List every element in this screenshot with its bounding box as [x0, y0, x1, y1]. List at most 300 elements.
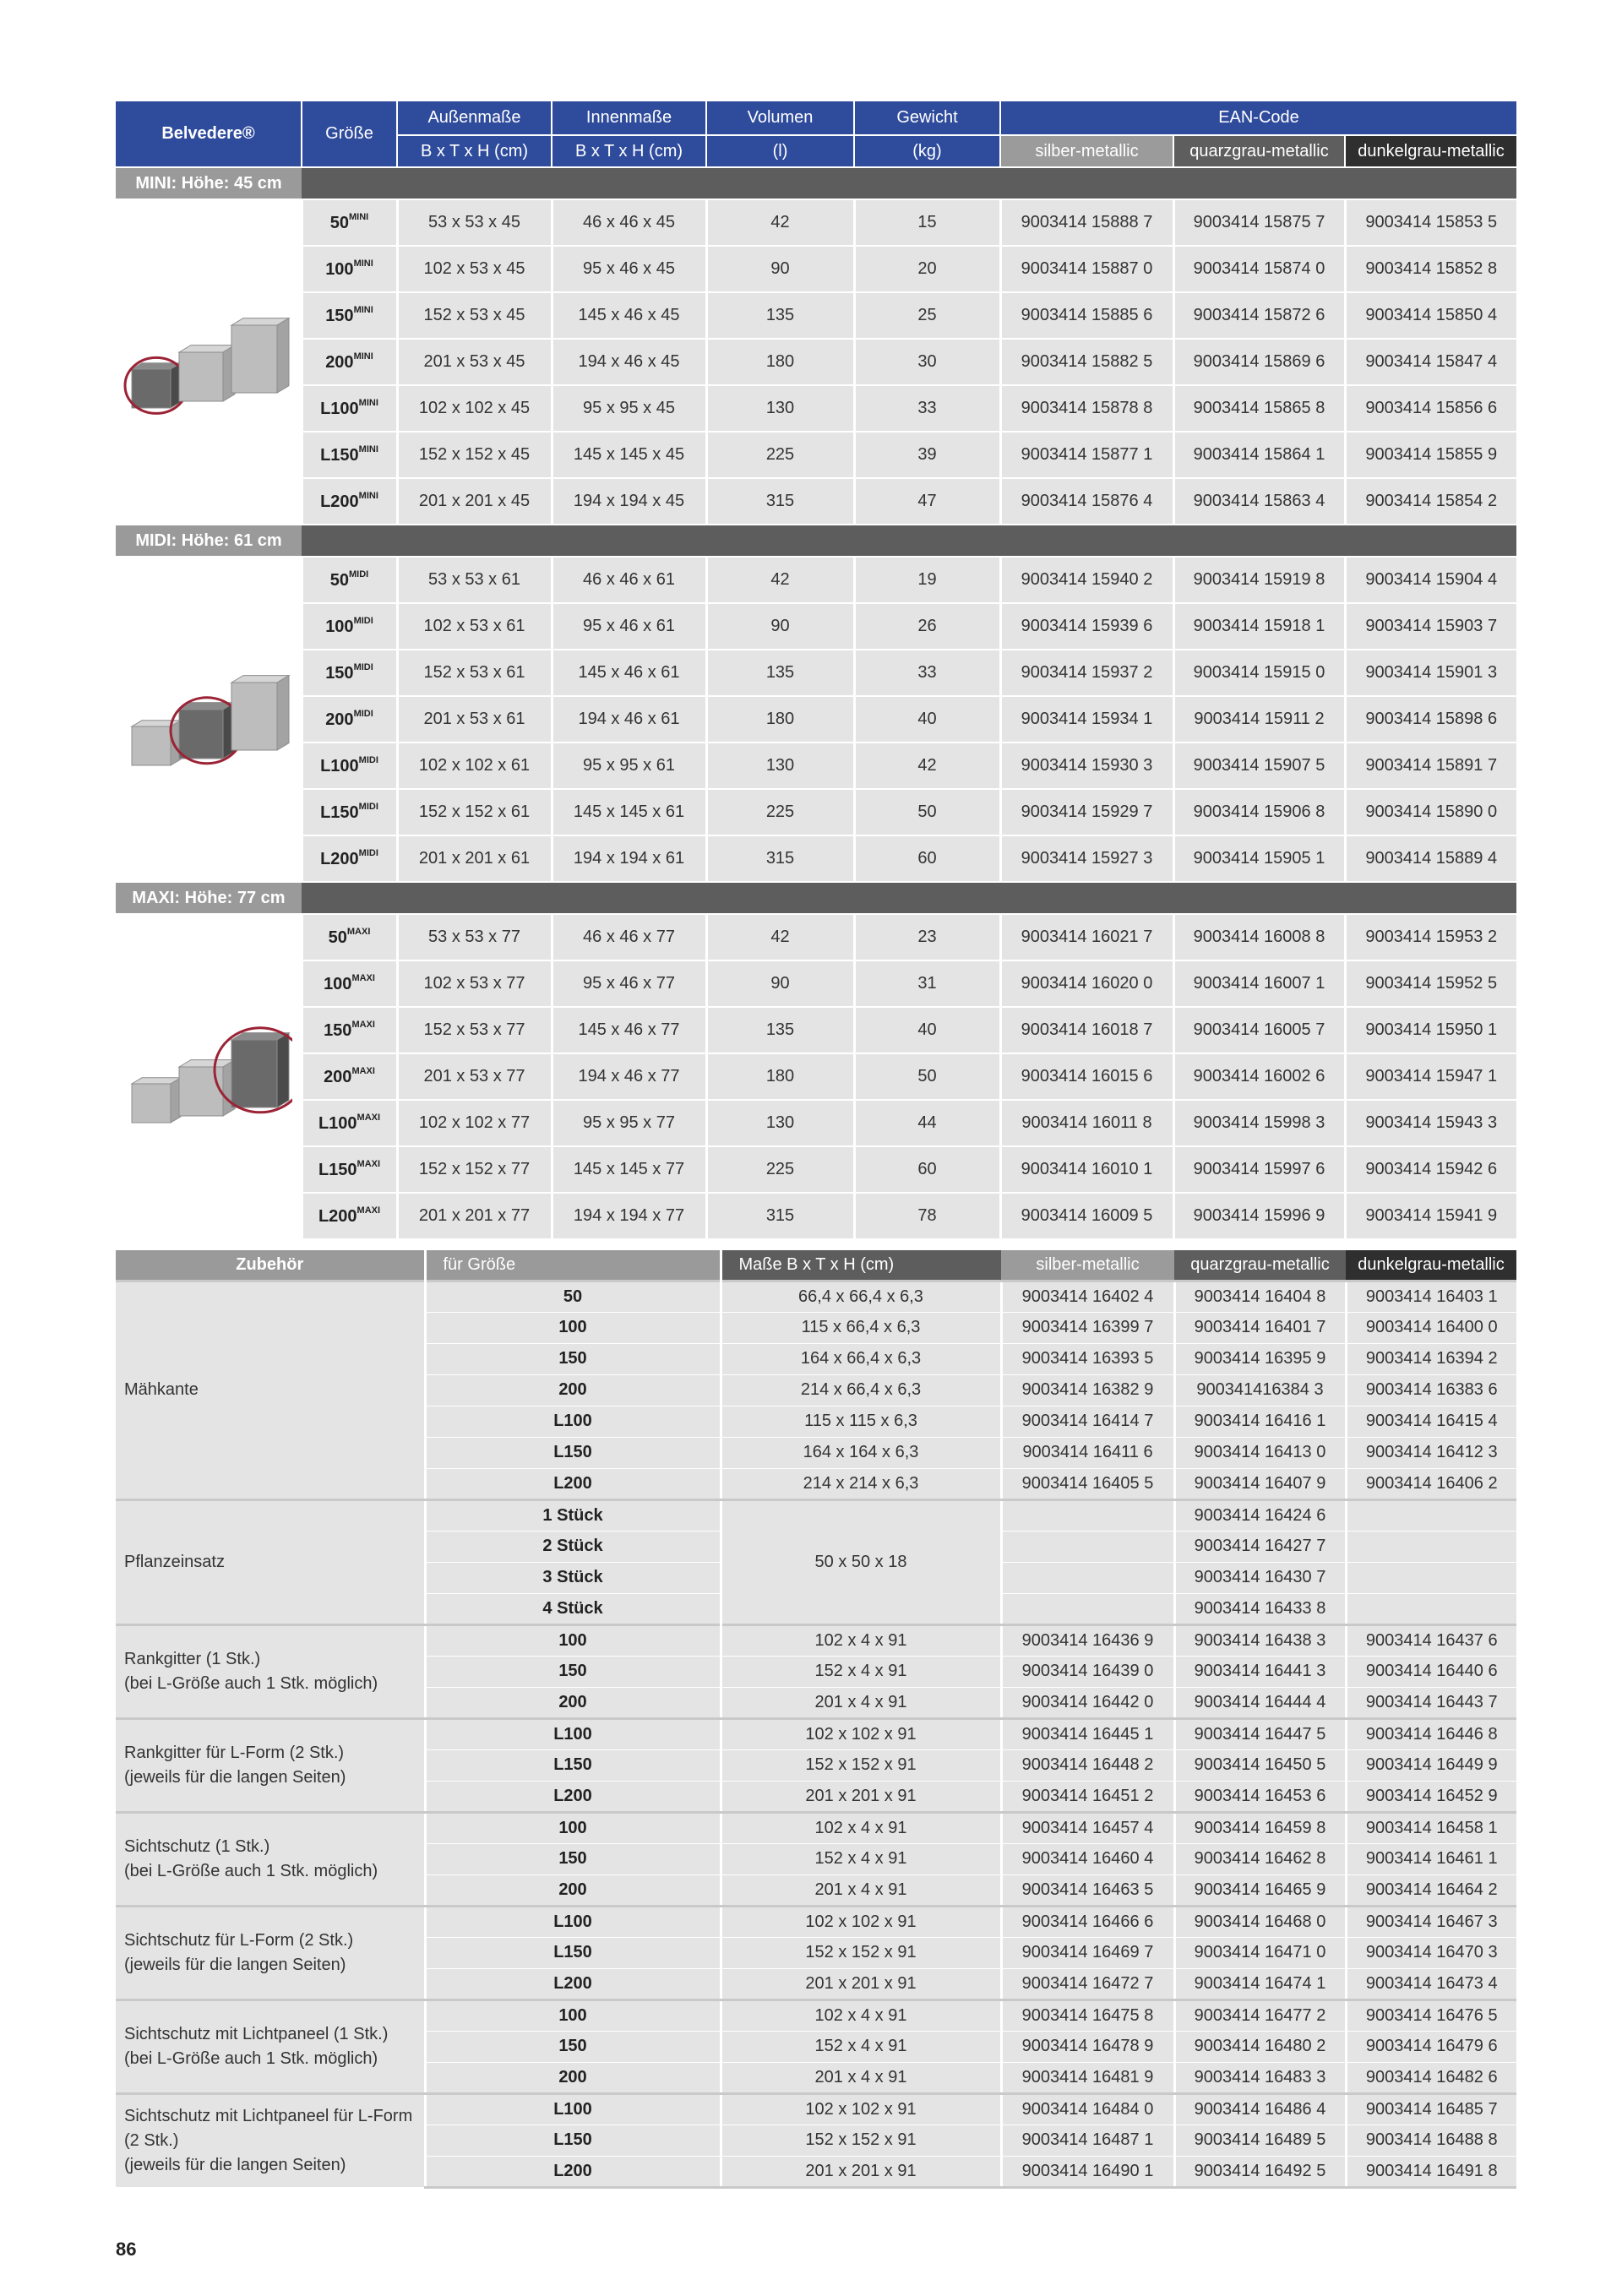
size-cell: [302, 246, 397, 292]
size-value: L150: [320, 803, 359, 822]
size-variant: MIDI: [353, 616, 373, 626]
acc-ean-quartz-cell: 9003414 16450 5: [1174, 1749, 1346, 1781]
size-cell: [302, 432, 397, 478]
outer-dims-cell: 53 x 53 x 77: [397, 914, 552, 960]
size-variant: MINI: [353, 351, 373, 362]
size-variant: MAXI: [351, 1066, 375, 1076]
accessory-size-cell: 1 Stück: [425, 1499, 721, 1531]
acc-ean-silver-cell: 9003414 16457 4: [1001, 1812, 1174, 1843]
ean-silver-cell: 9003414 15930 3: [1000, 743, 1173, 789]
ean-dark-cell: 9003414 15856 6: [1345, 385, 1516, 432]
product-row: [116, 960, 1516, 1007]
accessory-dims-cell: 102 x 4 x 91: [721, 1999, 1001, 2031]
planter-cube: [179, 702, 235, 758]
weight-cell: 42: [854, 743, 1000, 789]
accessory-row: [116, 1281, 1516, 1312]
volume-cell: 42: [706, 557, 854, 603]
ean-silver-cell: 9003414 15934 1: [1000, 696, 1173, 743]
ean-dark-cell: 9003414 15941 9: [1345, 1193, 1516, 1239]
acc-ean-silver-cell: 9003414 16439 0: [1001, 1656, 1174, 1687]
accessory-dims-cell: 201 x 201 x 91: [721, 1781, 1001, 1812]
size-value: L150: [318, 1161, 357, 1179]
outer-dims-cell: 152 x 53 x 45: [397, 292, 552, 339]
size-value: 100: [325, 618, 354, 636]
outer-dims-cell: 102 x 102 x 61: [397, 743, 552, 789]
size-cell: [302, 292, 397, 339]
size-variant: MIDI: [353, 662, 373, 672]
accessory-size-cell: 100: [425, 1812, 721, 1843]
ean-quartz-cell: 9003414 15869 6: [1173, 339, 1345, 385]
accessory-size-cell: L100: [425, 1406, 721, 1437]
inner-dims-cell: 46 x 46 x 77: [552, 914, 706, 960]
section-bar: [302, 882, 1516, 914]
ean-quartz-cell: 9003414 15996 9: [1173, 1193, 1345, 1239]
weight-cell: 78: [854, 1193, 1000, 1239]
acc-ean-silver-cell: 9003414 16490 1: [1001, 2156, 1174, 2187]
ean-dark-cell: 9003414 15847 4: [1345, 339, 1516, 385]
accessory-table: [116, 1250, 1516, 2189]
ean-dark-cell: 9003414 15904 4: [1345, 557, 1516, 603]
outer-dims-cell: 201 x 201 x 45: [397, 478, 552, 525]
accessory-dims-cell: 201 x 4 x 91: [721, 1687, 1001, 1718]
ean-silver-cell: 9003414 15937 2: [1000, 650, 1173, 696]
section-label: MINI: Höhe: 45 cm: [116, 167, 302, 199]
acc-ean-quartz-cell: 9003414 16477 2: [1174, 1999, 1346, 2031]
acc-ean-silver-cell: 9003414 16402 4: [1001, 1281, 1174, 1312]
weight-cell: 19: [854, 557, 1000, 603]
size-variant: MIDI: [358, 755, 378, 765]
acc-ean-silver-cell: 9003414 16411 6: [1001, 1437, 1174, 1468]
volume-unit-header: (l): [706, 135, 854, 167]
volume-cell: 225: [706, 432, 854, 478]
outer-dims-cell: 201 x 201 x 61: [397, 835, 552, 882]
ean-dark-cell: 9003414 15855 9: [1345, 432, 1516, 478]
ean-quartz-cell: 9003414 16005 7: [1173, 1007, 1345, 1053]
outer-dims-cell: 102 x 53 x 61: [397, 603, 552, 650]
ean-quartz-cell: 9003414 15864 1: [1173, 432, 1345, 478]
accessory-row: [116, 1624, 1516, 1656]
acc-ean-dark-cell: 9003414 16452 9: [1346, 1781, 1516, 1812]
acc-ean-silver-cell: 9003414 16382 9: [1001, 1374, 1174, 1406]
acc-color-header-silver: silber-metallic: [1001, 1250, 1174, 1281]
product-row: [116, 292, 1516, 339]
volume-cell: 225: [706, 1146, 854, 1193]
accessory-size-cell: L150: [425, 1437, 721, 1468]
inner-dims-cell: 194 x 46 x 45: [552, 339, 706, 385]
accessory-size-cell: L100: [425, 2093, 721, 2125]
inner-dims-header: B x T x H (cm): [552, 135, 706, 167]
planter-cube: [231, 318, 289, 392]
weight-cell: 15: [854, 199, 1000, 246]
ean-silver-cell: 9003414 15882 5: [1000, 339, 1173, 385]
acc-ean-dark-cell: [1346, 1499, 1516, 1531]
accessory-dims-cell: 214 x 214 x 6,3: [721, 1468, 1001, 1499]
acc-ean-silver-cell: 9003414 16481 9: [1001, 2062, 1174, 2093]
product-row: [116, 1053, 1516, 1100]
outer-dims-cell: 53 x 53 x 45: [397, 199, 552, 246]
accessory-name-cell: [116, 1812, 425, 1906]
size-value: L100: [320, 757, 359, 775]
size-value: 200: [325, 710, 354, 729]
outer-dims-cell: 201 x 53 x 45: [397, 339, 552, 385]
ean-quartz-cell: 9003414 16007 1: [1173, 960, 1345, 1007]
accessory-dims-cell: 201 x 201 x 91: [721, 1968, 1001, 1999]
acc-ean-quartz-cell: 9003414 16483 3: [1174, 2062, 1346, 2093]
accessory-size-cell: 150: [425, 1656, 721, 1687]
size-variant: MIDI: [358, 802, 378, 812]
weight-cell: 60: [854, 1146, 1000, 1193]
accessory-row: [116, 1499, 1516, 1531]
accessory-dims-cell: 152 x 4 x 91: [721, 2031, 1001, 2062]
accessory-size-cell: L200: [425, 1781, 721, 1812]
size-value: L150: [320, 446, 359, 465]
ean-silver-cell: 9003414 16011 8: [1000, 1100, 1173, 1146]
ean-quartz-cell: 9003414 15865 8: [1173, 385, 1345, 432]
accessory-note: (jeweils für die langen Seiten): [124, 1767, 346, 1787]
product-row: [116, 1146, 1516, 1193]
product-row: [116, 603, 1516, 650]
planter-cube: [179, 1059, 235, 1115]
color-header-quartz: quarzgrau-metallic: [1173, 135, 1345, 167]
accessory-name: Mähkante: [124, 1380, 199, 1399]
dims-header: Maße B x T x H (cm): [721, 1250, 1001, 1281]
acc-ean-dark-cell: [1346, 1593, 1516, 1624]
outer-dims-cell: 152 x 152 x 61: [397, 789, 552, 835]
size-value: L100: [318, 1114, 357, 1133]
ean-dark-cell: 9003414 15850 4: [1345, 292, 1516, 339]
acc-ean-silver-cell: 9003414 16445 1: [1001, 1718, 1174, 1749]
size-value: L200: [320, 492, 359, 511]
acc-ean-quartz-cell: 9003414 16459 8: [1174, 1812, 1346, 1843]
acc-ean-silver-cell: 9003414 16451 2: [1001, 1781, 1174, 1812]
inner-dims-cell: 46 x 46 x 61: [552, 557, 706, 603]
inner-dims-cell: 194 x 46 x 77: [552, 1053, 706, 1100]
section-header-row: [116, 882, 1516, 914]
section-label: MAXI: Höhe: 77 cm: [116, 882, 302, 914]
product-table: [116, 101, 1516, 1240]
planter-group-image: [123, 1018, 292, 1136]
inner-dims-cell: 95 x 95 x 61: [552, 743, 706, 789]
accessory-dims-cell: 102 x 102 x 91: [721, 1718, 1001, 1749]
size-value: 150: [325, 307, 354, 325]
volume-cell: 90: [706, 246, 854, 292]
ean-silver-cell: 9003414 16009 5: [1000, 1193, 1173, 1239]
ean-quartz-cell: 9003414 15863 4: [1173, 478, 1345, 525]
ean-quartz-cell: 9003414 15915 0: [1173, 650, 1345, 696]
acc-ean-dark-cell: 9003414 16467 3: [1346, 1906, 1516, 1937]
inner-dims-cell: 145 x 145 x 45: [552, 432, 706, 478]
color-header-dark: dunkelgrau-metallic: [1345, 135, 1516, 167]
accessory-name: Sichtschutz (1 Stk.): [124, 1836, 270, 1856]
outer-dims-cell: 201 x 201 x 77: [397, 1193, 552, 1239]
product-row: [116, 246, 1516, 292]
accessory-size-cell: L150: [425, 2125, 721, 2156]
accessory-name-line2: (2 Stk.): [124, 2130, 179, 2150]
acc-ean-dark-cell: 9003414 16479 6: [1346, 2031, 1516, 2062]
weight-cell: 40: [854, 696, 1000, 743]
acc-ean-silver-cell: 9003414 16442 0: [1001, 1687, 1174, 1718]
accessory-size-cell: 50: [425, 1281, 721, 1312]
outer-dims-cell: 152 x 152 x 77: [397, 1146, 552, 1193]
volume-cell: 130: [706, 1100, 854, 1146]
accessory-row: [116, 1999, 1516, 2031]
inner-dims-cell: 145 x 145 x 61: [552, 789, 706, 835]
accessory-row: [116, 1906, 1516, 1937]
accessory-dims-cell: 102 x 102 x 91: [721, 1906, 1001, 1937]
size-cell: [302, 1193, 397, 1239]
acc-ean-quartz-cell: 9003414 16453 6: [1174, 1781, 1346, 1812]
product-row: [116, 1100, 1516, 1146]
weight-cell: 30: [854, 339, 1000, 385]
size-value: L200: [318, 1207, 357, 1226]
size-variant: MIDI: [358, 848, 378, 858]
acc-ean-dark-cell: 9003414 16458 1: [1346, 1812, 1516, 1843]
size-value: 50: [329, 214, 349, 232]
brand-header: Belvedere®: [116, 101, 302, 167]
weight-cell: 50: [854, 1053, 1000, 1100]
acc-ean-dark-cell: 9003414 16470 3: [1346, 1937, 1516, 1968]
accessory-size-cell: 150: [425, 2031, 721, 2062]
acc-ean-quartz-cell: 9003414 16471 0: [1174, 1937, 1346, 1968]
ean-dark-cell: 9003414 15889 4: [1345, 835, 1516, 882]
ean-dark-cell: 9003414 15952 5: [1345, 960, 1516, 1007]
accessory-name-cell: [116, 1499, 425, 1624]
inner-header: Innenmaße: [552, 101, 706, 135]
ean-silver-cell: 9003414 16010 1: [1000, 1146, 1173, 1193]
accessory-size-cell: 200: [425, 1374, 721, 1406]
weight-cell: 33: [854, 650, 1000, 696]
inner-dims-cell: 46 x 46 x 45: [552, 199, 706, 246]
size-cell: [302, 650, 397, 696]
acc-ean-quartz-cell: 9003414 16489 5: [1174, 2125, 1346, 2156]
acc-ean-silver-cell: 9003414 16414 7: [1001, 1406, 1174, 1437]
acc-ean-dark-cell: 9003414 16383 6: [1346, 1374, 1516, 1406]
ean-silver-cell: 9003414 15885 6: [1000, 292, 1173, 339]
weight-cell: 50: [854, 789, 1000, 835]
size-variant: MINI: [353, 258, 373, 269]
ean-dark-cell: 9003414 15853 5: [1345, 199, 1516, 246]
acc-ean-dark-cell: 9003414 16400 0: [1346, 1312, 1516, 1343]
accessory-note: (bei L-Größe auch 1 Stk. möglich): [124, 1861, 378, 1880]
weight-unit-header: (kg): [854, 135, 1000, 167]
section-bar: [302, 167, 1516, 199]
acc-ean-dark-cell: 9003414 16473 4: [1346, 1968, 1516, 1999]
ean-quartz-cell: 9003414 15997 6: [1173, 1146, 1345, 1193]
volume-cell: 135: [706, 1007, 854, 1053]
accessory-dims-cell: 152 x 4 x 91: [721, 1656, 1001, 1687]
acc-ean-dark-cell: 9003414 16491 8: [1346, 2156, 1516, 2187]
acc-ean-quartz-cell: 900341416384 3: [1174, 1374, 1346, 1406]
size-cell: [302, 603, 397, 650]
planter-image-cell: [116, 557, 302, 882]
accessory-name: Rankgitter (1 Stk.): [124, 1649, 261, 1668]
ean-silver-cell: 9003414 16015 6: [1000, 1053, 1173, 1100]
volume-cell: 315: [706, 478, 854, 525]
accessory-name-cell: [116, 1999, 425, 2093]
ean-quartz-cell: 9003414 15906 8: [1173, 789, 1345, 835]
size-cell: [302, 385, 397, 432]
acc-ean-quartz-cell: 9003414 16447 5: [1174, 1718, 1346, 1749]
weight-cell: 23: [854, 914, 1000, 960]
acc-ean-silver-cell: 9003414 16448 2: [1001, 1749, 1174, 1781]
size-value: 150: [325, 664, 354, 683]
accessory-name-cell: [116, 1281, 425, 1499]
acc-ean-quartz-cell: 9003414 16486 4: [1174, 2093, 1346, 2125]
ean-quartz-cell: 9003414 15918 1: [1173, 603, 1345, 650]
planter-cube: [132, 362, 181, 407]
size-value: L100: [320, 400, 359, 418]
inner-dims-cell: 145 x 46 x 77: [552, 1007, 706, 1053]
acc-ean-dark-cell: 9003414 16415 4: [1346, 1406, 1516, 1437]
for-size-header: für Größe: [425, 1250, 721, 1281]
size-value: 200: [325, 353, 354, 372]
ean-quartz-cell: 9003414 15907 5: [1173, 743, 1345, 789]
volume-cell: 180: [706, 696, 854, 743]
acc-ean-quartz-cell: 9003414 16395 9: [1174, 1343, 1346, 1374]
volume-cell: 90: [706, 960, 854, 1007]
product-row: [116, 1193, 1516, 1239]
planter-group-image: [123, 661, 292, 779]
size-variant: MAXI: [357, 1159, 381, 1169]
accessory-size-cell: 200: [425, 1687, 721, 1718]
weight-cell: 33: [854, 385, 1000, 432]
acc-color-header-dark: dunkelgrau-metallic: [1346, 1250, 1516, 1281]
product-row: [116, 339, 1516, 385]
inner-dims-cell: 95 x 95 x 45: [552, 385, 706, 432]
accessory-name: Pflanzeinsatz: [124, 1552, 225, 1571]
ean-silver-cell: 9003414 15939 6: [1000, 603, 1173, 650]
size-cell: [302, 339, 397, 385]
product-row: [116, 1007, 1516, 1053]
ean-dark-cell: 9003414 15890 0: [1345, 789, 1516, 835]
acc-ean-silver-cell: 9003414 16405 5: [1001, 1468, 1174, 1499]
acc-ean-silver-cell: [1001, 1562, 1174, 1593]
outer-dims-cell: 102 x 102 x 45: [397, 385, 552, 432]
acc-ean-silver-cell: 9003414 16472 7: [1001, 1968, 1174, 1999]
weight-cell: 20: [854, 246, 1000, 292]
size-cell: [302, 1100, 397, 1146]
ean-dark-cell: 9003414 15854 2: [1345, 478, 1516, 525]
size-variant: MAXI: [351, 1020, 375, 1030]
acc-ean-dark-cell: 9003414 16482 6: [1346, 2062, 1516, 2093]
accessory-size-cell: L200: [425, 1968, 721, 1999]
acc-ean-quartz-cell: 9003414 16413 0: [1174, 1437, 1346, 1468]
acc-ean-quartz-cell: 9003414 16438 3: [1174, 1624, 1346, 1656]
size-value: 100: [325, 260, 354, 279]
accessory-name: Sichtschutz mit Lichtpaneel (1 Stk.): [124, 2024, 389, 2043]
accessory-dims-cell: 201 x 201 x 91: [721, 2156, 1001, 2187]
product-row: [116, 199, 1516, 246]
size-variant: MINI: [358, 444, 378, 454]
inner-dims-cell: 194 x 194 x 61: [552, 835, 706, 882]
ean-silver-cell: 9003414 15878 8: [1000, 385, 1173, 432]
ean-quartz-cell: 9003414 16008 8: [1173, 914, 1345, 960]
accessory-size-cell: L200: [425, 1468, 721, 1499]
ean-quartz-cell: 9003414 15911 2: [1173, 696, 1345, 743]
inner-dims-cell: 145 x 46 x 45: [552, 292, 706, 339]
inner-dims-cell: 95 x 46 x 45: [552, 246, 706, 292]
acc-ean-dark-cell: [1346, 1531, 1516, 1562]
accessory-header: Zubehör: [116, 1250, 425, 1281]
accessory-size-cell: 150: [425, 1343, 721, 1374]
accessory-name-cell: [116, 2093, 425, 2187]
planter-cube: [231, 1032, 289, 1107]
outer-dims-cell: 152 x 53 x 61: [397, 650, 552, 696]
ean-quartz-cell: 9003414 15998 3: [1173, 1100, 1345, 1146]
acc-ean-quartz-cell: 9003414 16492 5: [1174, 2156, 1346, 2187]
accessory-dims-cell: 201 x 4 x 91: [721, 1874, 1001, 1906]
ean-silver-cell: 9003414 15876 4: [1000, 478, 1173, 525]
planter-cube: [231, 675, 289, 749]
weight-cell: 60: [854, 835, 1000, 882]
accessory-row: [116, 2093, 1516, 2125]
acc-ean-dark-cell: [1346, 1562, 1516, 1593]
outer-dims-cell: 102 x 102 x 77: [397, 1100, 552, 1146]
accessory-dims-cell: 66,4 x 66,4 x 6,3: [721, 1281, 1001, 1312]
acc-ean-quartz-cell: 9003414 16441 3: [1174, 1656, 1346, 1687]
accessory-size-cell: 4 Stück: [425, 1593, 721, 1624]
size-variant: MAXI: [351, 973, 375, 983]
volume-cell: 135: [706, 292, 854, 339]
accessory-dims-cell: 201 x 4 x 91: [721, 2062, 1001, 2093]
acc-ean-dark-cell: 9003414 16394 2: [1346, 1343, 1516, 1374]
planter-image-cell: [116, 199, 302, 525]
ean-silver-cell: 9003414 16020 0: [1000, 960, 1173, 1007]
accessory-dims-cell: 214 x 66,4 x 6,3: [721, 1374, 1001, 1406]
accessory-size-cell: 100: [425, 1312, 721, 1343]
ean-dark-cell: 9003414 15898 6: [1345, 696, 1516, 743]
outer-header: Außenmaße: [397, 101, 552, 135]
outer-dims-cell: 152 x 53 x 77: [397, 1007, 552, 1053]
ean-silver-cell: 9003414 16021 7: [1000, 914, 1173, 960]
acc-ean-silver-cell: [1001, 1499, 1174, 1531]
accessory-size-cell: 150: [425, 1843, 721, 1874]
size-variant: MIDI: [349, 569, 369, 579]
size-value: L200: [320, 850, 359, 868]
acc-ean-dark-cell: 9003414 16412 3: [1346, 1437, 1516, 1468]
outer-dims-cell: 201 x 53 x 61: [397, 696, 552, 743]
size-header: Größe: [302, 101, 397, 167]
size-cell: [302, 557, 397, 603]
inner-dims-cell: 145 x 145 x 77: [552, 1146, 706, 1193]
volume-cell: 225: [706, 789, 854, 835]
acc-ean-silver-cell: 9003414 16484 0: [1001, 2093, 1174, 2125]
acc-ean-quartz-cell: 9003414 16465 9: [1174, 1874, 1346, 1906]
acc-ean-quartz-cell: 9003414 16444 4: [1174, 1687, 1346, 1718]
acc-ean-dark-cell: 9003414 16446 8: [1346, 1718, 1516, 1749]
accessory-size-cell: 200: [425, 1874, 721, 1906]
size-variant: MIDI: [353, 709, 373, 719]
accessory-size-cell: L150: [425, 1937, 721, 1968]
accessory-size-cell: L150: [425, 1749, 721, 1781]
accessory-name-cell: [116, 1906, 425, 1999]
ean-dark-cell: 9003414 15942 6: [1345, 1146, 1516, 1193]
ean-quartz-cell: 9003414 15919 8: [1173, 557, 1345, 603]
size-value: 100: [324, 975, 352, 993]
ean-dark-cell: 9003414 15891 7: [1345, 743, 1516, 789]
accessory-name: Sichtschutz mit Lichtpaneel für L-Form: [124, 2106, 413, 2125]
weight-header: Gewicht: [854, 101, 1000, 135]
accessory-row: [116, 1718, 1516, 1749]
accessory-dims-cell: 115 x 115 x 6,3: [721, 1406, 1001, 1437]
size-cell: [302, 914, 397, 960]
ean-dark-cell: 9003414 15947 1: [1345, 1053, 1516, 1100]
ean-quartz-cell: 9003414 16002 6: [1173, 1053, 1345, 1100]
ean-silver-cell: 9003414 15877 1: [1000, 432, 1173, 478]
color-header-silver: silber-metallic: [1000, 135, 1173, 167]
weight-cell: 31: [854, 960, 1000, 1007]
planter-image-cell: [116, 914, 302, 1239]
